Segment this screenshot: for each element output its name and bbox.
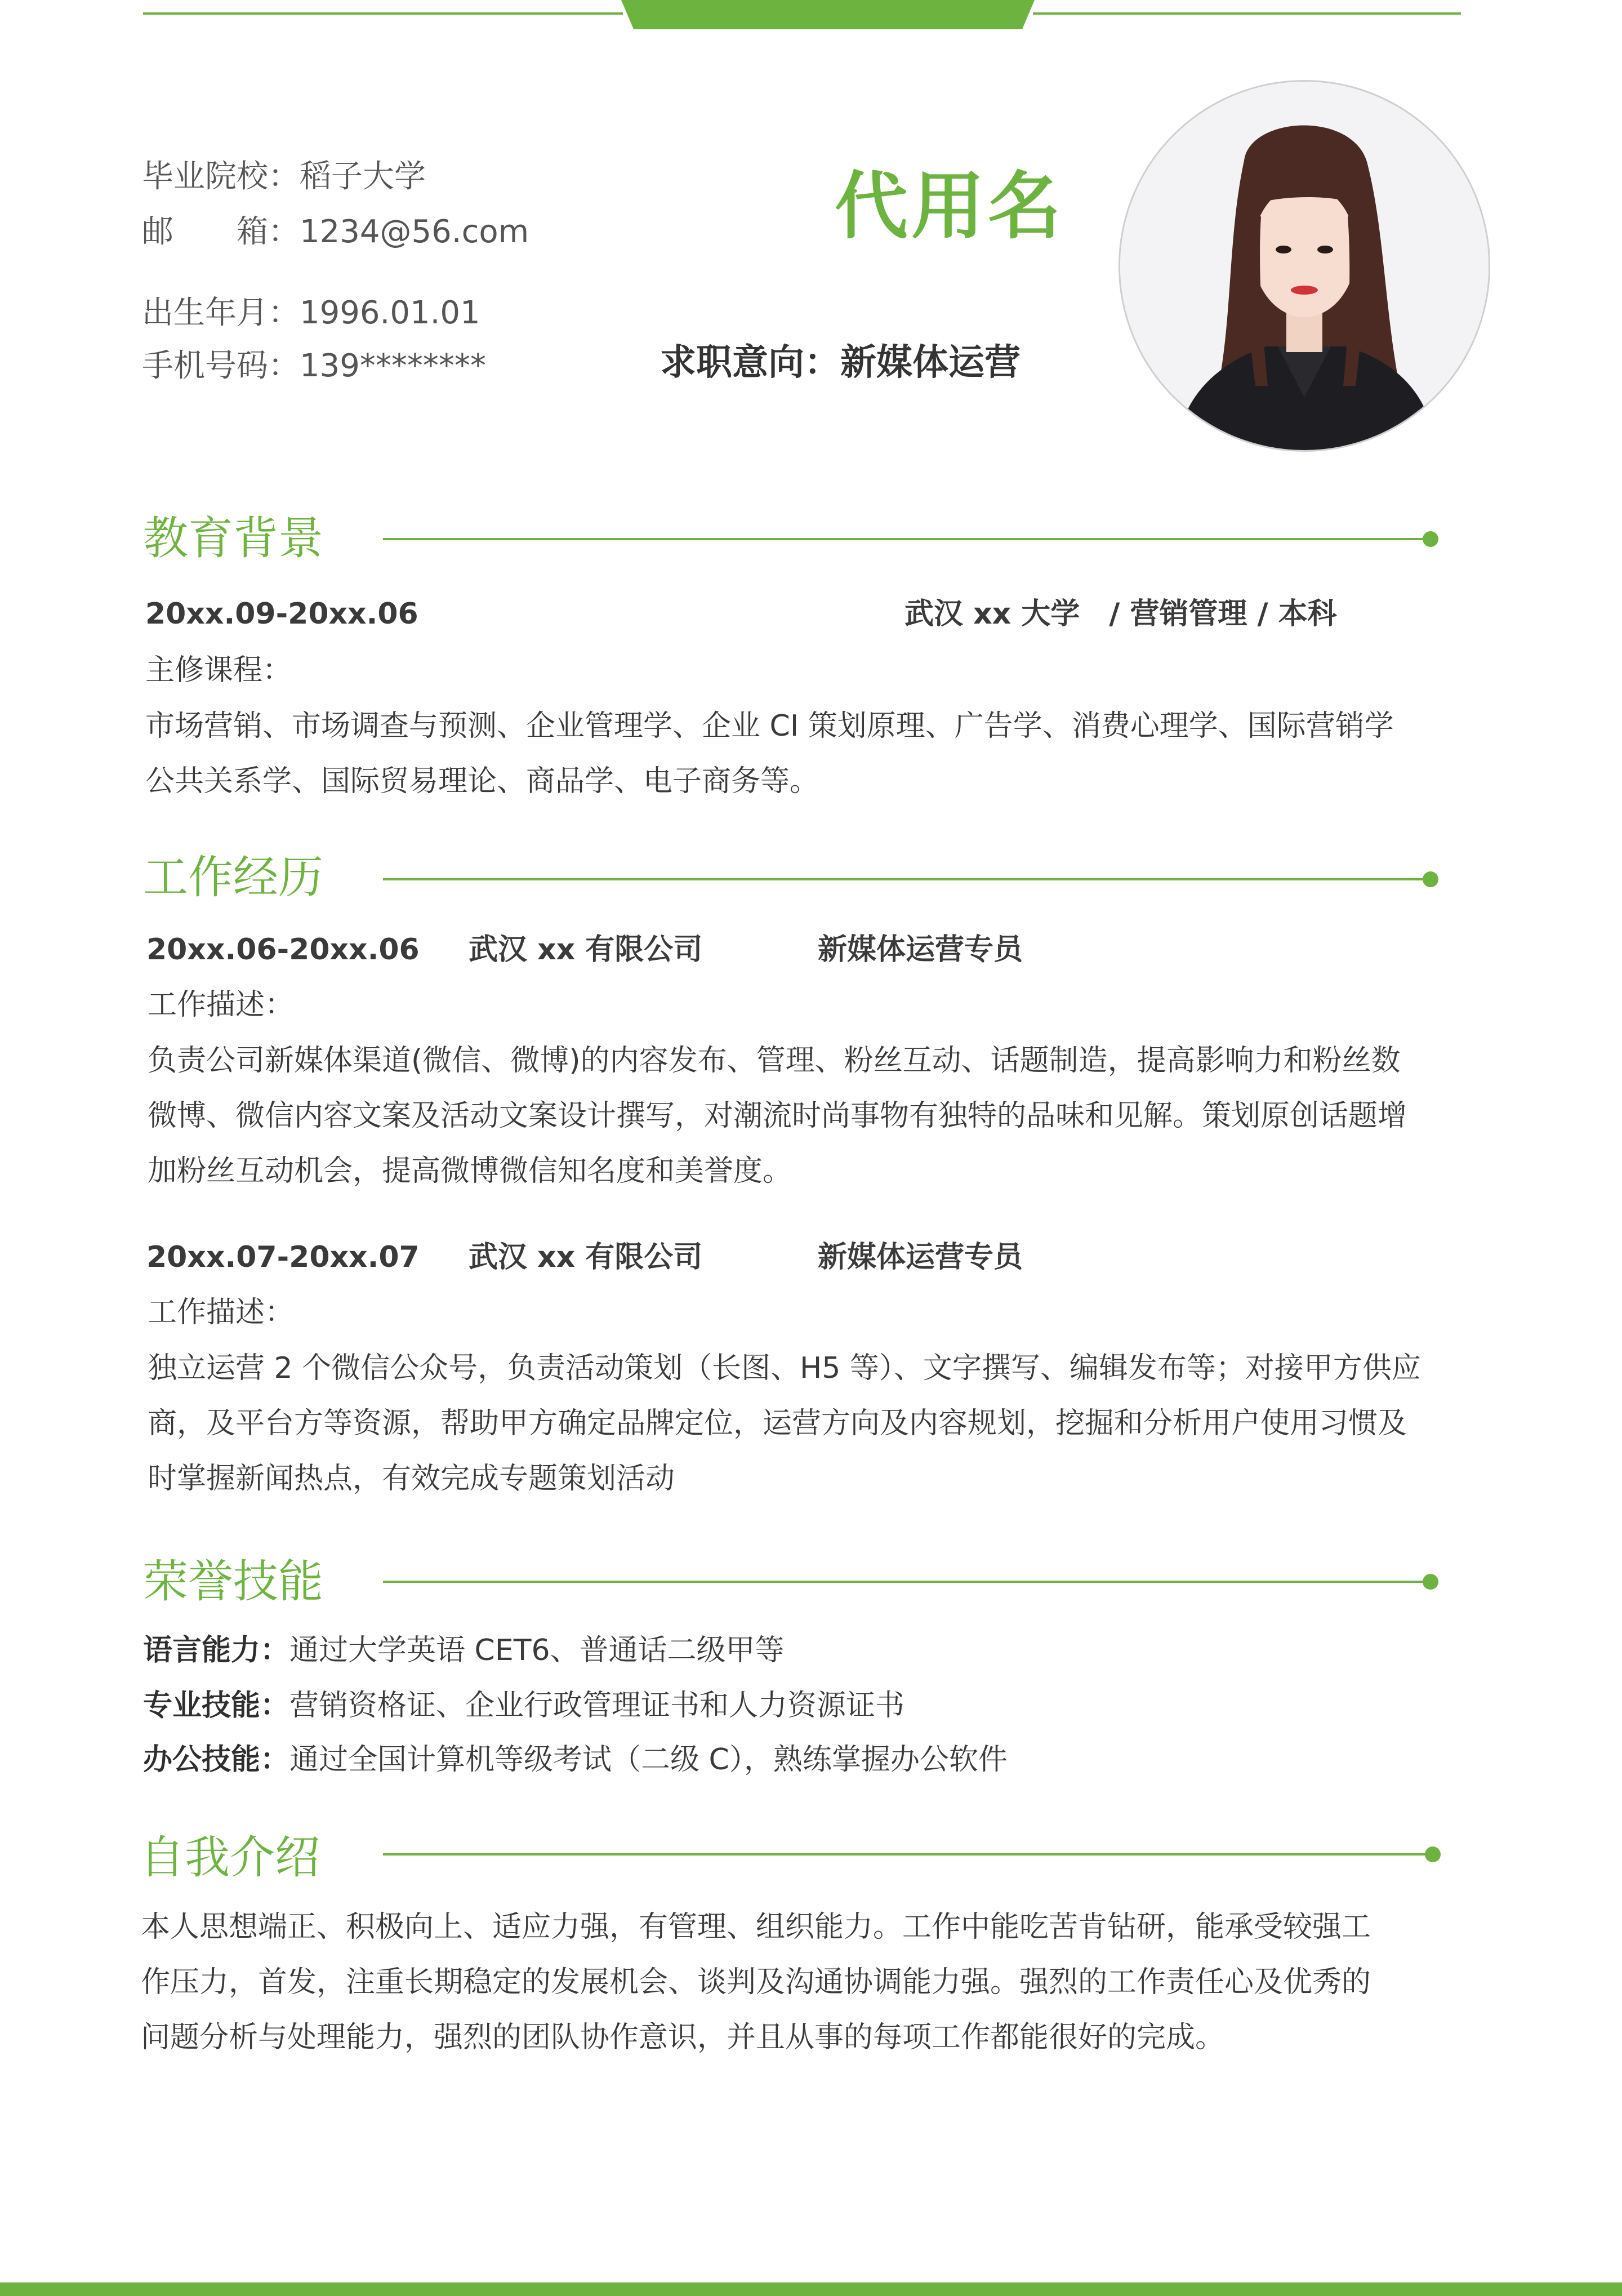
portrait-illustration xyxy=(1120,82,1489,450)
education-courses-line: 公共关系学、国际贸易理论、商品学、电子商务等。 xyxy=(145,764,819,798)
job-desc xyxy=(148,1033,1407,1199)
skills-title: 荣誉技能 xyxy=(143,1555,323,1608)
email-label: 邮 箱： xyxy=(142,213,300,250)
education-courses-line: 市场营销、市场调查与预测、企业管理学、企业 CI 策划原理、广告学、消费心理学、国际营销学 xyxy=(145,709,1394,743)
bottom-accent-bar xyxy=(0,2282,1622,2296)
work-title: 工作经历 xyxy=(143,851,323,904)
skill-label: 专业技能： xyxy=(143,1689,290,1723)
job-desc-line: 负责公司新媒体渠道(微信、微博)的内容发布、管理、粉丝互动、话题制造，提高影响力和粉丝数 xyxy=(148,1044,1401,1078)
education-divider xyxy=(383,538,1431,540)
job-company: 武汉 xx 有限公司 xyxy=(469,1240,703,1274)
birth-row xyxy=(142,297,480,329)
school-label: 毕业院校： xyxy=(142,158,300,195)
school-value: 稻子大学 xyxy=(300,158,426,195)
job-period: 20xx.07-20xx.07 xyxy=(146,1240,420,1274)
skill-item xyxy=(143,1689,905,1723)
work-divider xyxy=(383,878,1431,880)
phone-row xyxy=(142,350,486,382)
job-desc-line: 时掌握新闻热点，有效完成专题策划活动 xyxy=(148,1462,675,1496)
work-divider-dot xyxy=(1423,871,1438,887)
candidate-name: 代用名 xyxy=(835,163,1065,249)
skills-divider xyxy=(383,1581,1431,1583)
education-period: 20xx.09-20xx.06 xyxy=(145,597,418,631)
job-position: 新媒体运营专员 xyxy=(818,933,1023,967)
top-rule-right xyxy=(1033,12,1461,15)
job-intent: 求职意向：新媒体运营 xyxy=(660,342,1021,384)
email-value: 1234@56.com xyxy=(300,213,529,250)
education-divider-dot xyxy=(1423,531,1438,547)
job-desc-line: 加粉丝互动机会，提高微博微信知名度和美誉度。 xyxy=(148,1154,792,1188)
education-courses xyxy=(145,698,1394,809)
self-intro-line: 作压力，首发，注重长期稳定的发展机会、谈判及沟通协调能力强。强烈的工作责任心及优秀的 xyxy=(141,1965,1371,1999)
job-period: 20xx.06-20xx.06 xyxy=(146,933,420,967)
skill-value: 营销资格证、企业行政管理证书和人力资源证书 xyxy=(289,1689,905,1723)
education-title: 教育背景 xyxy=(143,512,323,564)
skill-value: 通过全国计算机等级考试（二级 C），熟练掌握办公软件 xyxy=(289,1743,1008,1777)
job-desc-line: 微博、微信内容文案及活动文案设计撰写，对潮流时尚事物有独特的品味和见解。策划原创话题增 xyxy=(148,1099,1407,1133)
job-desc xyxy=(148,1341,1421,1506)
skill-label: 办公技能： xyxy=(143,1743,290,1777)
profile-photo xyxy=(1119,80,1490,452)
top-rule-left xyxy=(143,12,623,15)
job-desc-line: 独立运营 2 个微信公众号，负责活动策划（长图、H5 等）、文字撰写、编辑发布等；对接甲方供应 xyxy=(148,1351,1421,1385)
education-courses-label: 主修课程： xyxy=(145,653,292,687)
top-tab-decoration xyxy=(621,0,1035,29)
self-intro-line: 问题分析与处理能力，强烈的团队协作意识，并且从事的每项工作都能很好的完成。 xyxy=(141,2021,1225,2054)
self-intro-divider-dot xyxy=(1425,1846,1441,1862)
job-desc-label: 工作描述： xyxy=(148,1296,295,1329)
job-company: 武汉 xx 有限公司 xyxy=(469,933,703,967)
birth-label: 出生年月： xyxy=(142,295,300,331)
self-intro-body xyxy=(141,1899,1371,2065)
birth-value: 1996.01.01 xyxy=(300,295,480,331)
skill-value: 通过大学英语 CET6、普通话二级甲等 xyxy=(289,1634,785,1667)
job-desc-label: 工作描述： xyxy=(148,988,295,1022)
education-school-major-degree: 武汉 xx 大学 / 营销管理 / 本科 xyxy=(904,597,1337,631)
job-desc-line: 商，及平台方等资源，帮助甲方确定品牌定位，运营方向及内容规划，挖掘和分析用户使用习惯及 xyxy=(148,1407,1407,1440)
skill-item xyxy=(143,1636,785,1665)
phone-label: 手机号码： xyxy=(142,348,300,384)
self-intro-divider xyxy=(383,1853,1431,1856)
self-intro-line: 本人思想端正、积极向上、适应力强，有管理、组织能力。工作中能吃苦肯钻研，能承受较强工 xyxy=(141,1910,1371,1944)
skill-item xyxy=(143,1743,1008,1777)
skill-label: 语言能力： xyxy=(143,1634,290,1667)
job-position: 新媒体运营专员 xyxy=(818,1240,1023,1274)
email-row xyxy=(142,213,529,250)
phone-value: 139******** xyxy=(300,348,486,384)
school-row xyxy=(142,158,426,195)
skills-divider-dot xyxy=(1423,1574,1438,1590)
self-intro-title: 自我介绍 xyxy=(140,1831,320,1884)
